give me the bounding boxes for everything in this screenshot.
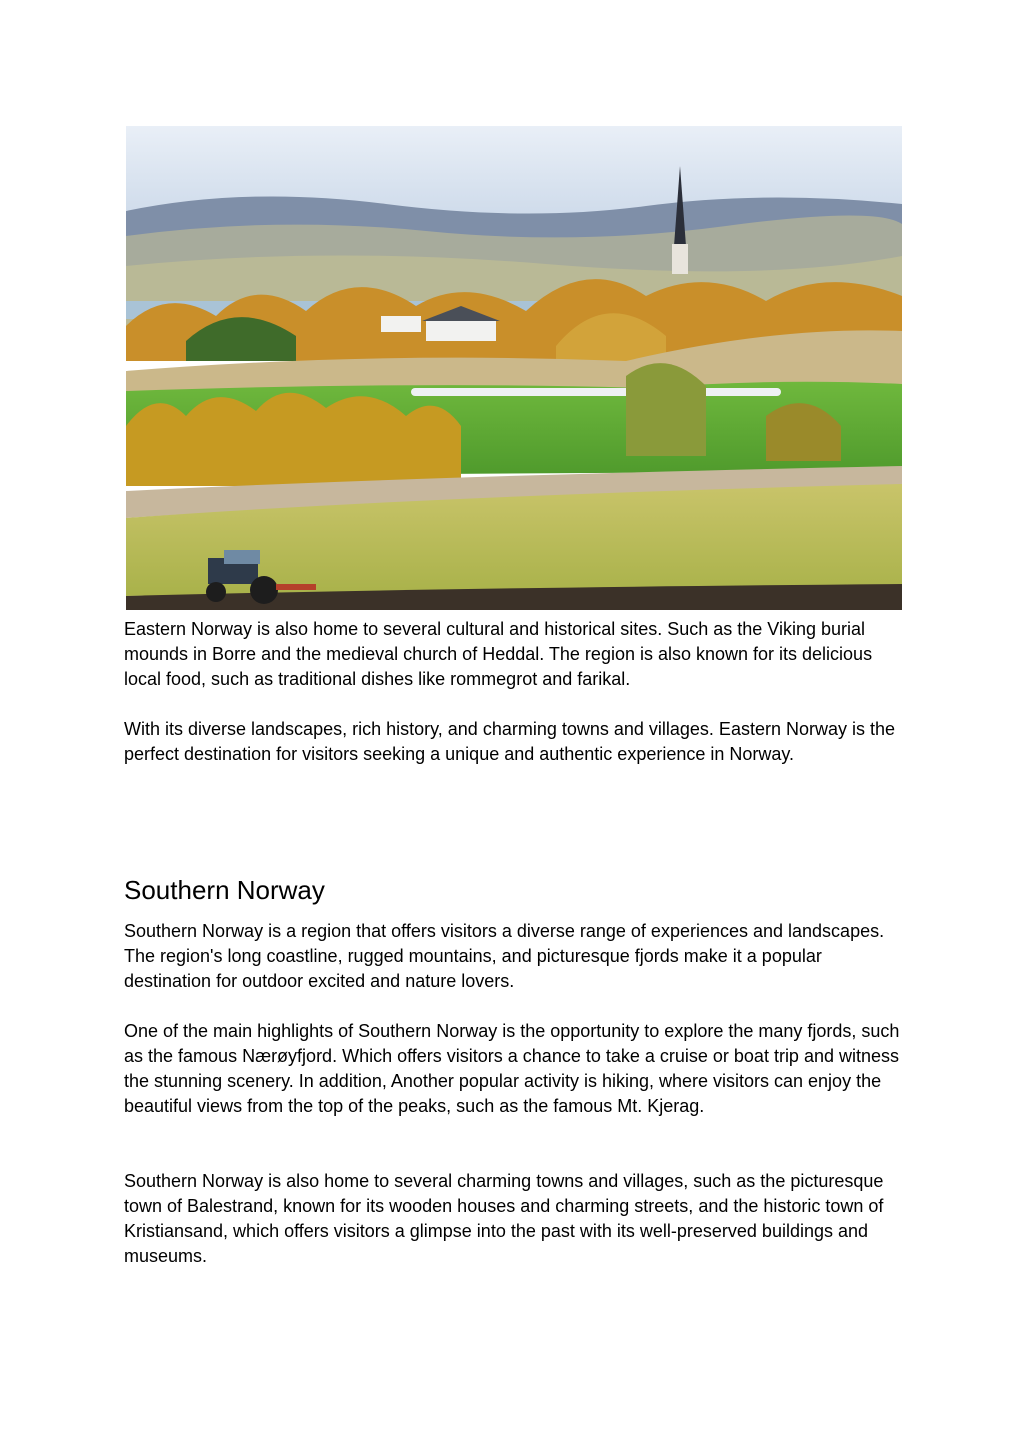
eastern-paragraph-2: With its diverse landscapes, rich history, and charming towns and villages. Eastern Norway is the perfect destination for visitors seeking a unique and authentic experience in Norway. — [124, 719, 896, 764]
section-heading-southern: Southern Norway — [124, 875, 325, 905]
southern-paragraph-1: Southern Norway is a region that offers visitors a diverse range of experiences and landscapes. The region's long coastline, rugged mountains, and picturesque fjords make it a popular destination for outdoor excited and nature lovers. — [124, 921, 885, 991]
landscape-photo — [126, 126, 902, 610]
eastern-paragraph-1: Eastern Norway is also home to several cultural and historical sites. Such as the Viking burial mounds in Borre and the medieval church of Heddal. The region is also known for its delicious local food, such as traditional dishes like rommegrot and farikal. — [124, 619, 873, 689]
southern-paragraph-2: One of the main highlights of Southern Norway is the opportunity to explore the many fjords, such as the famous Nærøyfjord. Which offers visitors a chance to take a cruise or boat trip and witness the stunning scenery. In addition, Another popular activity is hiking, where visitors can enjoy the beautiful views from the top of the peaks, such as the famous Mt. Kjerag. — [124, 1021, 900, 1116]
landscape-illustration — [126, 126, 902, 610]
southern-paragraph-3: Southern Norway is also home to several charming towns and villages, such as the picturesque town of Balestrand, known for its wooden houses and charming streets, and the historic town of Kristiansand, which offers visitors a glimpse into the past with its well-preserved buildings and museums. — [124, 1171, 884, 1266]
